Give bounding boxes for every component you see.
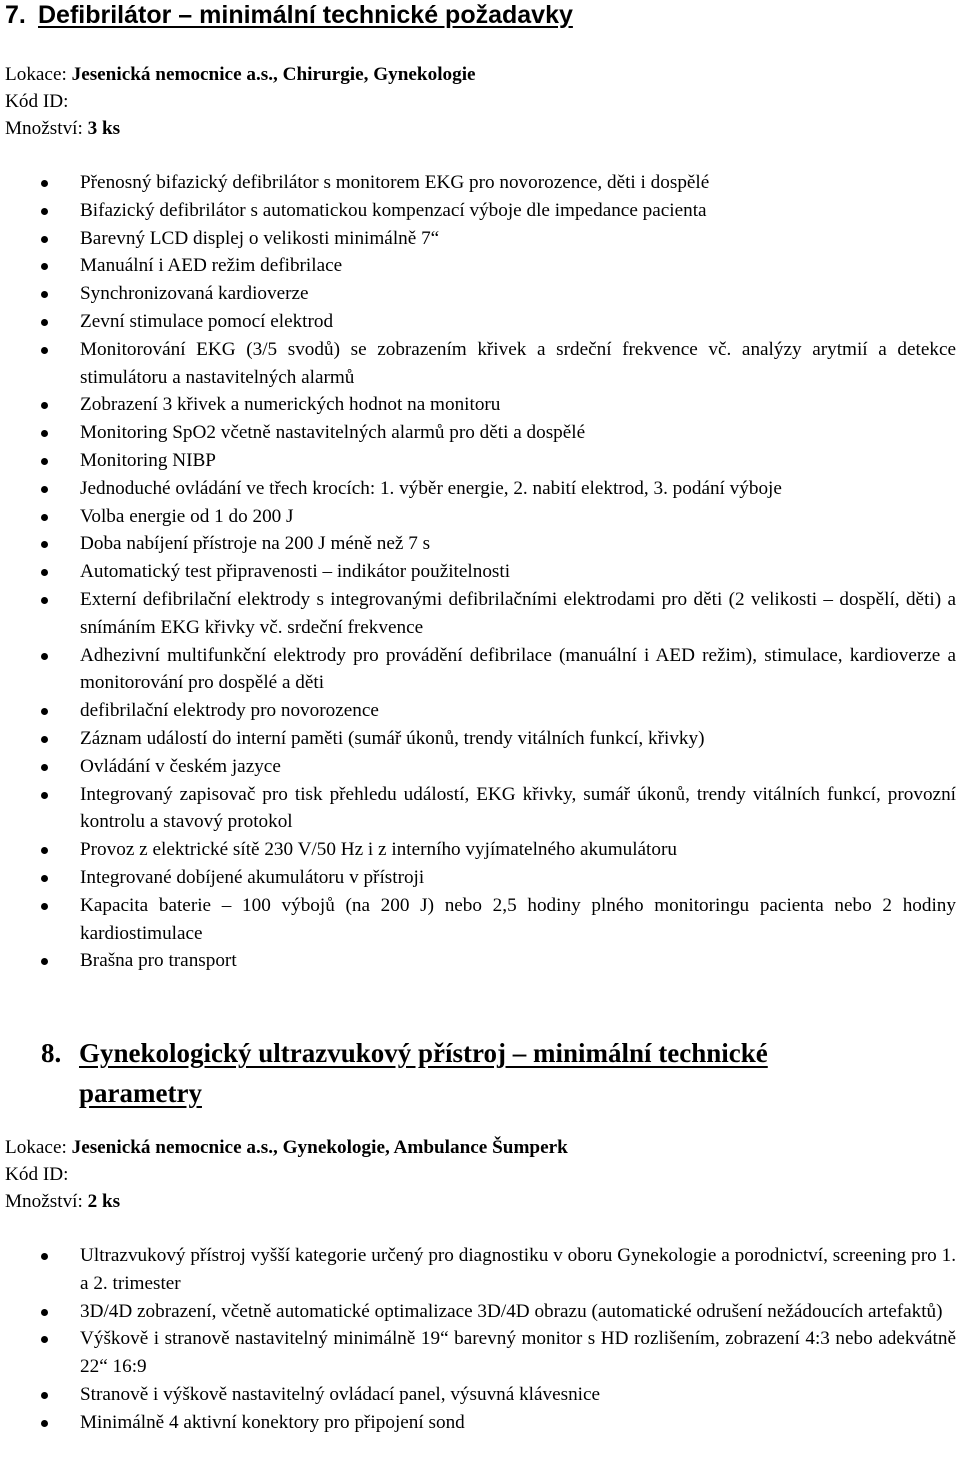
quantity-value: 2 ks xyxy=(87,1191,121,1212)
list-item-text: Externí defibrilační elektrody s integrovanými defibrilačními elektrodami pro děti (2 velikosti – dospělí, děti) a snímáním EKG křivky vč. srdeční frekvence xyxy=(80,588,956,638)
list-item xyxy=(0,697,956,725)
list-item-text: Volba energie od 1 do 200 J xyxy=(80,505,294,527)
section-7-heading xyxy=(5,0,573,30)
list-item-text: 3D/4D zobrazení, včetně automatické optimalizace 3D/4D obrazu (automatické odrušení nežádoucích artefaktů) xyxy=(80,1300,943,1322)
bullet-icon xyxy=(41,319,48,326)
location-label: Lokace: xyxy=(5,1137,72,1158)
section-7-meta xyxy=(5,61,476,142)
bullet-icon xyxy=(41,486,48,493)
list-item xyxy=(0,558,956,586)
list-item-text: Záznam událostí do interní paměti (sumář úkonů, trendy vitálních funkcí, křivky) xyxy=(80,727,705,749)
list-item xyxy=(0,947,956,975)
section-7-title: Defibrilátor – minimální technické požadavky xyxy=(38,1,573,29)
section-8-heading xyxy=(41,1033,871,1113)
list-item-text: Provoz z elektrické sítě 230 V/50 Hz i z interního vyjímatelného akumulátoru xyxy=(80,839,677,861)
list-item-text: Adhezivní multifunkční elektrody pro provádění defibrilace (manuální i AED režim), stimulace, kardioverze a monitorování pro dospělé a děti xyxy=(80,644,956,694)
bullet-icon xyxy=(41,1336,48,1343)
list-item xyxy=(0,475,956,503)
bullet-icon xyxy=(41,1420,48,1427)
list-item xyxy=(0,836,956,864)
quantity-label: Množství: xyxy=(5,1191,88,1212)
list-item-text: defibrilační elektrody pro novorozence xyxy=(80,700,379,722)
section-8-title: Gynekologický ultrazvukový přístroj – minimální technické parametry xyxy=(79,1038,768,1108)
section-7-number: 7. xyxy=(5,1,26,29)
list-item-text: Kapacita baterie – 100 výbojů (na 200 J) nebo 2,5 hodiny plného monitoringu pacienta nebo 2 hodiny kardiostimulace xyxy=(80,894,956,944)
list-item xyxy=(0,642,956,698)
bullet-icon xyxy=(41,514,48,521)
list-item xyxy=(0,308,956,336)
bullet-icon xyxy=(41,458,48,465)
list-item xyxy=(0,892,956,948)
list-item-text: Monitoring SpO2 včetně nastavitelných alarmů pro děti a dospělé xyxy=(80,422,586,444)
section-7-location xyxy=(5,61,476,88)
list-item-text: Stranově i výškově nastavitelný ovládací panel, výsuvná klávesnice xyxy=(80,1383,601,1405)
bullet-icon xyxy=(41,569,48,576)
list-item-text: Minimálně 4 aktivní konektory pro připojení sond xyxy=(80,1411,465,1433)
bullet-icon xyxy=(41,236,48,243)
list-item xyxy=(0,725,956,753)
quantity-value: 3 ks xyxy=(87,118,121,139)
bullet-icon xyxy=(41,653,48,660)
list-item-text: Integrovaný zapisovač pro tisk přehledu událostí, EKG křivky, sumář úkonů, trendy vitálních funkcí, provozní kontrolu a stavový protokol xyxy=(80,783,956,833)
list-item xyxy=(0,1298,956,1326)
bullet-icon xyxy=(41,263,48,270)
list-item-text: Ovládání v českém jazyce xyxy=(80,755,281,777)
section-8-code: Kód ID: xyxy=(5,1164,69,1185)
list-item-text: Synchronizovaná kardioverze xyxy=(80,283,309,305)
bullet-icon xyxy=(41,347,48,354)
list-item xyxy=(0,169,956,197)
list-item-text: Výškově i stranově nastavitelný minimálně 19“ barevný monitor s HD rozlišením, zobrazení 4:3 nebo adekvátně 22“ 16:9 xyxy=(80,1328,956,1378)
bullet-icon xyxy=(41,708,48,715)
list-item-text: Barevný LCD displej o velikosti minimálně 7“ xyxy=(80,227,440,249)
location-label: Lokace: xyxy=(5,64,72,85)
bullet-icon xyxy=(41,402,48,409)
list-item xyxy=(0,280,956,308)
bullet-icon xyxy=(41,764,48,771)
section-8-location xyxy=(5,1134,568,1161)
bullet-icon xyxy=(41,1253,48,1260)
list-item-text: Manuální i AED režim defibrilace xyxy=(80,255,343,277)
bullet-icon xyxy=(41,208,48,215)
bullet-icon xyxy=(41,541,48,548)
list-item-text: Zevní stimulace pomocí elektrod xyxy=(80,310,334,332)
list-item xyxy=(0,503,956,531)
bullet-icon xyxy=(41,430,48,437)
section-7-code: Kód ID: xyxy=(5,91,69,112)
section-7-requirements-list xyxy=(0,169,956,975)
list-item xyxy=(0,864,956,892)
location-value: Jesenická nemocnice a.s., Gynekologie, Ambulance Šumperk xyxy=(71,1137,568,1158)
list-item xyxy=(0,1242,956,1298)
bullet-icon xyxy=(41,1309,48,1316)
list-item xyxy=(0,586,956,642)
list-item-text: Přenosný bifazický defibrilátor s monitorem EKG pro novorozence, děti i dospělé xyxy=(80,172,710,193)
list-item-text: Monitorování EKG (3/5 svodů) se zobrazením křivek a srdeční frekvence vč. analýzy arytmií a detekce stimulátoru a nastavitelných alarmů xyxy=(80,338,956,388)
section-8-requirements-list xyxy=(0,1242,956,1437)
bullet-icon xyxy=(41,847,48,854)
list-item-text: Brašna pro transport xyxy=(80,950,237,972)
list-item-text: Doba nabíjení přístroje na 200 J méně než 7 s xyxy=(80,533,431,555)
list-item xyxy=(0,252,956,280)
list-item xyxy=(0,753,956,781)
bullet-icon xyxy=(41,597,48,604)
quantity-label: Množství: xyxy=(5,118,88,139)
list-item xyxy=(0,1381,956,1409)
list-item-text: Ultrazvukový přístroj vyšší kategorie určený pro diagnostiku v oboru Gynekologie a porodnictví, screening pro 1. a 2. trimester xyxy=(80,1245,956,1294)
list-item-text: Automatický test připravenosti – indikátor použitelnosti xyxy=(80,561,511,583)
location-value: Jesenická nemocnice a.s., Chirurgie, Gynekologie xyxy=(71,64,476,85)
bullet-icon xyxy=(41,1392,48,1399)
list-item xyxy=(0,336,956,392)
list-item xyxy=(0,225,956,253)
bullet-icon xyxy=(41,180,48,187)
list-item-text: Bifazický defibrilátor s automatickou kompenzací výboje dle impedance pacienta xyxy=(80,199,707,221)
list-item-text: Integrované dobíjené akumulátoru v přístroji xyxy=(80,866,425,888)
list-item-text: Monitoring NIBP xyxy=(80,449,216,471)
bullet-icon xyxy=(41,736,48,743)
list-item xyxy=(0,447,956,475)
list-item xyxy=(0,197,956,225)
list-item xyxy=(0,781,956,837)
bullet-icon xyxy=(41,903,48,910)
list-item xyxy=(0,1409,956,1437)
list-item-text: Jednoduché ovládání ve třech krocích: 1. výběr energie, 2. nabití elektrod, 3. podání výboje xyxy=(80,477,782,499)
bullet-icon xyxy=(41,875,48,882)
section-8-meta xyxy=(5,1134,568,1215)
bullet-icon xyxy=(41,792,48,799)
section-7-quantity xyxy=(5,115,476,142)
section-8-number: 8. xyxy=(41,1038,62,1068)
section-8-quantity xyxy=(5,1188,568,1215)
list-item xyxy=(0,530,956,558)
list-item-text: Zobrazení 3 křivek a numerických hodnot na monitoru xyxy=(80,394,501,416)
list-item xyxy=(0,419,956,447)
list-item xyxy=(0,1325,956,1381)
list-item xyxy=(0,391,956,419)
bullet-icon xyxy=(41,958,48,965)
bullet-icon xyxy=(41,291,48,298)
